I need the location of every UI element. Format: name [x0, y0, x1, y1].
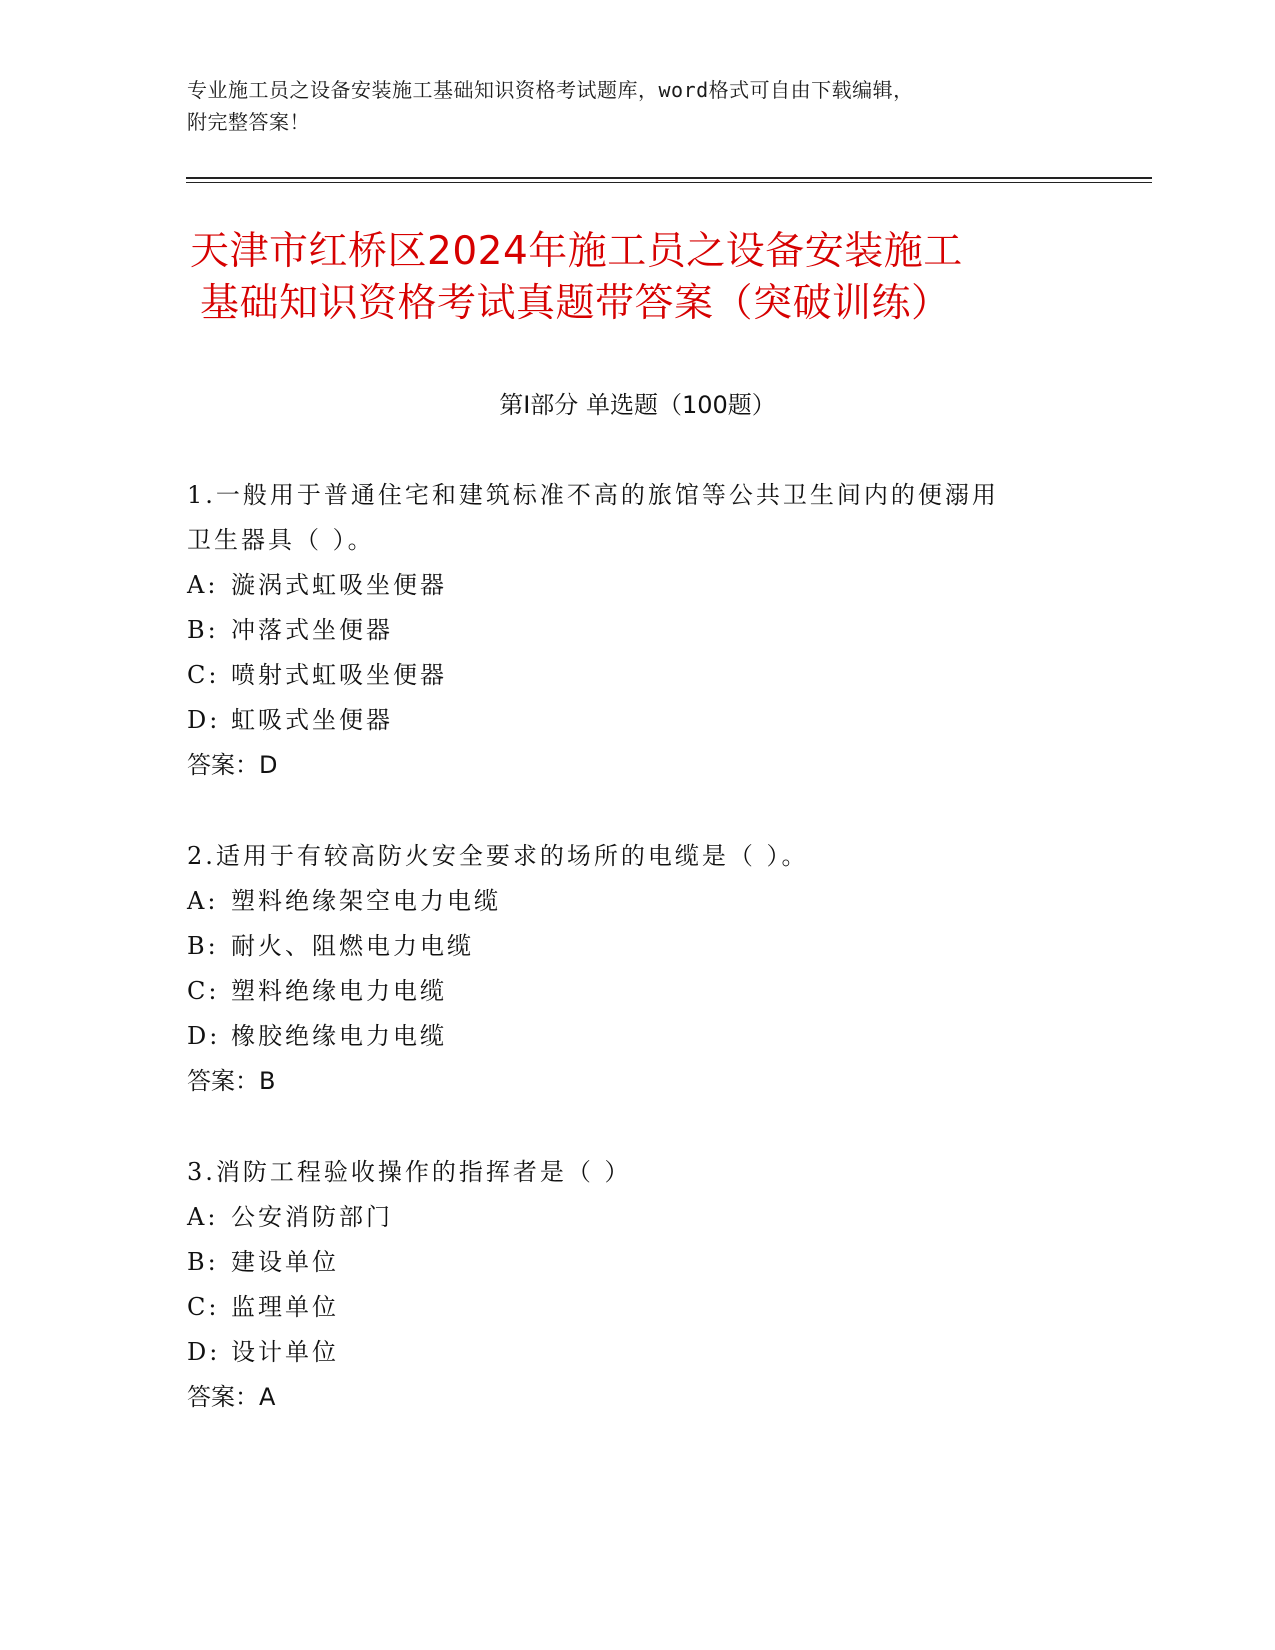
section-heading: 第Ⅰ部分 单选题（100题） [499, 391, 776, 419]
document-title [190, 226, 1090, 330]
question-stem-line-1: 3.消防工程验收操作的指挥者是（ ） [187, 1158, 632, 1186]
document-title-line-2: 基础知识资格考试真题带答案（突破训练） [200, 281, 951, 326]
header-note [187, 74, 1067, 138]
option-key: C: [187, 1293, 220, 1321]
option-text: 塑料绝缘架空电力电缆 [231, 887, 501, 915]
option-text: 虹吸式坐便器 [231, 706, 393, 734]
document-title-line-1: 天津市红桥区2024年施工员之设备安装施工 [190, 229, 963, 274]
option-d [187, 698, 1087, 743]
header-divider-thick [186, 177, 1152, 179]
option-text: 耐火、阻燃电力电缆 [231, 932, 474, 960]
option-text: 冲落式坐便器 [231, 616, 393, 644]
option-text: 漩涡式虹吸坐便器 [231, 571, 447, 599]
option-key: D: [187, 706, 221, 734]
header-note-line-1: 专业施工员之设备安装施工基础知识资格考试题库，word格式可自由下载编辑， [187, 78, 914, 102]
option-c [187, 969, 1087, 1014]
option-key: A: [187, 571, 219, 599]
option-d [187, 1014, 1087, 1059]
option-c [187, 1285, 1087, 1330]
option-key: C: [187, 661, 220, 689]
question-list [187, 473, 1087, 1466]
answer: 答案：D [187, 751, 278, 779]
question-1 [187, 473, 1087, 788]
question-stem-line-2: 卫生器具（ ）。 [187, 526, 375, 554]
option-text: 建设单位 [231, 1248, 339, 1276]
answer: 答案：A [187, 1383, 276, 1411]
option-text: 公安消防部门 [231, 1203, 393, 1231]
question-stem-line-1: 1.一般用于普通住宅和建筑标准不高的旅馆等公共卫生间内的便溺用 [187, 481, 999, 509]
question-2 [187, 834, 1087, 1104]
option-text: 监理单位 [231, 1293, 339, 1321]
option-key: D: [187, 1338, 221, 1366]
header-note-line-2: 附完整答案！ [187, 110, 310, 134]
option-b [187, 1240, 1087, 1285]
option-key: A: [187, 1203, 219, 1231]
option-b [187, 924, 1087, 969]
option-key: B: [187, 1248, 219, 1276]
option-a [187, 1195, 1087, 1240]
question-3 [187, 1150, 1087, 1420]
option-text: 设计单位 [231, 1338, 339, 1366]
option-d [187, 1330, 1087, 1375]
option-text: 塑料绝缘电力电缆 [231, 977, 447, 1005]
option-a [187, 563, 1087, 608]
option-text: 喷射式虹吸坐便器 [231, 661, 447, 689]
option-key: A: [187, 887, 219, 915]
question-stem-line-1: 2.适用于有较高防火安全要求的场所的电缆是（ ）。 [187, 842, 809, 870]
option-key: B: [187, 616, 219, 644]
question-stem [187, 834, 1087, 879]
option-a [187, 879, 1087, 924]
option-text: 橡胶绝缘电力电缆 [231, 1022, 447, 1050]
header-divider-thin [186, 182, 1152, 183]
option-key: C: [187, 977, 220, 1005]
option-c [187, 653, 1087, 698]
option-key: B: [187, 932, 219, 960]
question-stem [187, 1150, 1087, 1195]
option-b [187, 608, 1087, 653]
option-key: D: [187, 1022, 221, 1050]
question-stem [187, 473, 1087, 563]
answer: 答案：B [187, 1067, 276, 1095]
